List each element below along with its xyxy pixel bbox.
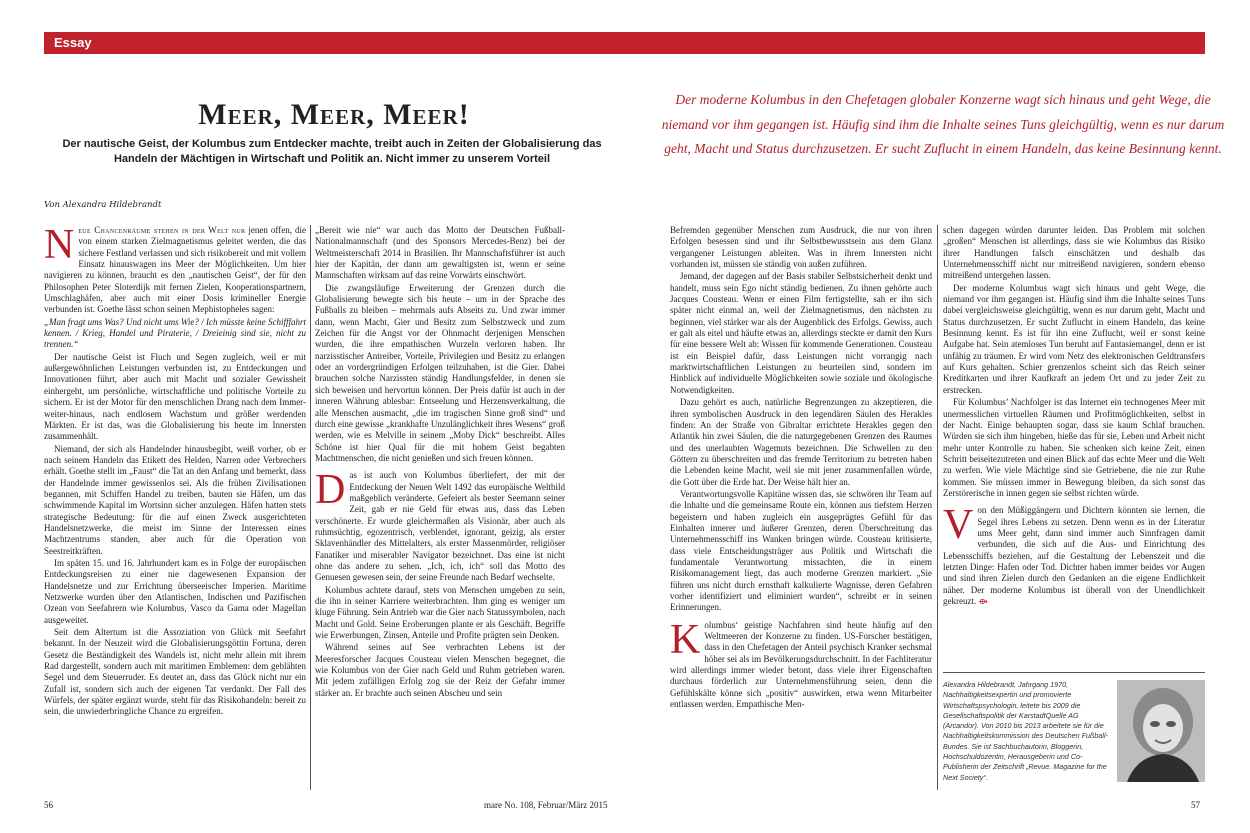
section-band — [44, 32, 1205, 54]
section-paragraph — [670, 616, 932, 711]
paragraph: „Bereit wie nie“ war auch das Motto der Deutschen Fußball-Nationalmannschaft (und des Sponsors Mercedes-Benz) bei der Weltmeisterschaft 2014 in Brasilien. Ihr Mannschaftsführer ist auch hier der Kapitän, der dann am gewaltigsten ist, wenn er seine Mannschaften wirksam auf das reine Vorwärts einschwört. — [315, 225, 565, 281]
goethe-quote: „Man fragt ums Was? Und nicht ums Wie? / Ich müsste keine Schifffahrt kennen. / Krieg, Handel und Piraterie, / Dreieinig sind sie, nicht zu trennen.“ — [44, 316, 306, 350]
lead-text: jenen offen, die von einem starken Zielmagnetismus geleitet werden, die das sichere Festland verlassen und sich risikobereit und mit vollem Einsatz hinauswagen ins Meer der Möglichkeiten. Um hier navigieren zu können, braucht es den „nautischen Geist“, der für den Philosophen Peter Sloterdijk mit fernen Zielen, Kooperationspartnern, Umschlaghäfen, aber auch mit einer Dosis krimineller Energie verbunden ist. Goethe lässt schon seinen Mephistopheles sagen: — [44, 225, 306, 315]
bio-rule — [943, 672, 1205, 673]
paragraph: Seit dem Altertum ist die Assoziation von Glück mit Seefahrt bekannt. In der Neuzeit wird die Globalisierungsgöttin Fortuna, deren Gesetz die Beständigkeit des Wandels ist, nicht mehr allein mit ihrem Rad dargestellt, sondern auch mit maritimen Emblemen: dem geblähten Segel und dem Steuerruder. Es deutet an, dass das Glück nicht nur ein Zufall ist, sondern sich auch der eigenen Tat verdankt. Der Fall des Würfels, der später ergänzt wurde, steht für das Risikohandeln: bereit zu sein, die unwiederbringliche Chance zu ergreifen. — [44, 627, 306, 717]
paragraph: schen dagegen würden darunter leiden. Das Problem mit solchen „großen“ Menschen ist allerdings, dass sie wie Kolumbus das Risiko ihrer Handlungen falsch einschätzen und deshalb das Unternehmensschiff nicht nur mitreißend navigieren, sondern ebenso mitreißend untergehen lassen. — [943, 225, 1205, 281]
column-4 — [943, 225, 1205, 669]
column-rule — [937, 225, 938, 790]
drop-cap: D — [315, 467, 346, 514]
column-rule — [310, 225, 311, 790]
paragraph: Jemand, der dagegen auf der Basis stabiler Selbstsicherheit denkt und handelt, muss sein Ego nicht ständig bedienen. Zu ihnen gehörte auch Jacques Cousteau. Wenn er einen Film fertigstellte, sah er ihn sich später nicht einmal an, weil der Zielmagnetismus, den nächsten zu beginnen, viel stärker war als der Augenblick des Erfolgs. Gewiss, auch er galt als eitel und häufte etwas an, allerdings steckte er damit den Kurs für eine bessere Welt ab: Wissen für kommende Generationen. Cousteau ist ein Beispiel dafür, dass Leistungen nicht vorrangig nach marktwirtschaftlichen Leistungen zu beurteilen sind, sondern im Hinblick auf individuelle Möglichkeiten sowie soziale und ökologische Notwendigkeiten. — [670, 271, 932, 395]
paragraph: Im späten 15. und 16. Jahrhundert kam es in Folge der europäischen Entdeckungsreisen zu einer nie dagewesenen Expansion der Handelsnetze und zur Errichtung überseeischer Imperien. Maritime Netzwerke wurden über den Atlantischen, Indischen und Pazifischen Ozean von Seefahrern wie Kolumbus, Vasco da Gama oder Magellan ausgeweitet. — [44, 557, 306, 625]
section-paragraph — [943, 502, 1205, 607]
paragraph: Für Kolumbus’ Nachfolger ist das Internet ein technogenes Meer mit unermesslichen virtuellen Räumen und Profitmöglichkeiten, selbst in der Nacht. Einige behaupten sogar, dass sie kaum Schlaf brauchen. Würden sie sich ihm hingeben, hieße das für sie, Leben und Arbeit nicht mehr unter Kontrolle zu haben. Sie schenken sich keine Zeit, einen Schritt beiseitezutreten und einen Blick auf das echte Meer und die Welt zu werfen. Wie viele Mächtige sind sie Getriebene, die nie zur Ruhe kommen. Sie müssen immer in Bewegung bleiben, da sich sonst das Zerstörerische in innen gegen sie selbst richten würde. — [943, 397, 1205, 498]
section-paragraph — [315, 467, 565, 583]
author-photo — [1117, 680, 1205, 782]
section-text: as ist auch von Kolumbus überliefert, der mit der Entdeckung der Neuen Welt 1492 das europäische Weltbild maßgeblich veränderte. Gefeiert als bester Seemann seiner Zeit, gab er nie Geld für etwas aus, dass das Leben verschönerte. Er wurde gleichermaßen als Visionär, aber auch als ruhmsüchtig, egozentrisch, verblendet, ignorant, geizig, als erster Sklavenhändler des Mittelalters, als erster Massenmörder, religiöser Fanatiker und miserabler Navigator bezeichnet. Das eine ist nicht ohne das andere zu sehen. „Ich, ich, ich“ soll das Motto des Genuesen gewesen sein, der seine Freunde nach Bedarf wechselte. — [315, 470, 565, 583]
byline: Von Alexandra Hildebrandt — [44, 200, 162, 210]
paragraph: Dazu gehört es auch, natürliche Begrenzungen zu akzeptieren, die ihren symbolischen Ausdruck in den legendären Säulen des Herakles finden: An der Straße von Gibraltar errichtete Herakles gegen den Atlantik hin zwei Säulen, die die naturgegebenen Grenzen des Raumes und des unerlaubten Wagemuts bezeichnen. Die Schwellen zu den Göttern zu überschreiten und das fremde Territorium zu betreten haben die Lebenden keine Macht, weil sie mit jener zusammenfallen würde, die Gott über die Erde hat. Der Weise hält hier an. — [670, 397, 932, 487]
section-text: on den Müßiggängern und Dichtern könnten sie lernen, die Segel ihres Lebens zu setzen. Denn wenn es in der Literatur ums Meer geht, dann sind immer auch Sinnfragen damit verbunden, die sich auf die Aus- und Einrichtung des Lebensschiffs beziehen, auf die Gestaltung der Lebenszeit und die letzten Dinge: Hafen oder Tod. Dichter haben immer beides vor Augen und sind ihren Zielen durch den Gedanken an die eigene Endlichkeit näher. Der moderne Kolumbus ist überall von der Unendlichkeit gekreuzt. — [943, 505, 1205, 606]
publication-footer: mare No. 108, Februar/März 2015 — [484, 800, 608, 810]
lead-paragraph — [44, 225, 306, 316]
paragraph: Die zwangsläufige Erweiterung der Grenzen durch die Globalisierung bewegte sich bis heute – um in der Sprache des Fußballs zu bleiben – mehrmals aufs Abseits zu. Und zwar immer dann, wenn Macht, Gier und Besitz zum Selbstzweck und zum Zeichen für die Angst vor der Ohnmacht derjenigen Menschen wurden, die ihre empathischen Wurzeln verloren haben. Ihr narzisstischer Antreiber, Vorteile, Privilegien und Besitz zu erlangen oder an vordergründigen Erfolgen teilzuhaben, ist die Gier. Dabei brauchen solche Narzissten ständig Handlungsfelder, in denen sie sich beweisen und hervortun können. Der Preis dafür ist auch in der inneren Währung ablesbar: Entseelung und Herzensverkaltung, die alle Menschen ausmacht, „die im tragischen Sinne groß sind“ und durch eine gewisse „krankhafte Unzulänglichkeit ihres Wesens“ groß werden, wie es Melville in seinem „Moby Dick“ beschreibt. Alles Schöne ist hier Qual für die mit hohem Geist begabten Machtmenschen, die nicht genießen und sich freuen können. — [315, 282, 565, 463]
paragraph: Der nautische Geist ist Fluch und Segen zugleich, weil er mit außergewöhnlichen Leistungen verbunden ist, zu Entdeckungen und Innovationen führt, aber auch mit Macht und sozialer Gewissheit einhergeht, um persönliche, wirtschaftliche und politische Vorteile zu sichern. Er ist der Motor für den menschlichen Drang nach dem Immer-weiter-hinaus, nach endlosem Wachstum und größer werdenden Märkten. Er ist das, was die Globalisierung bis heute im Innersten zusammenhält. — [44, 351, 306, 442]
drop-cap: N — [44, 225, 75, 268]
paragraph: Während seines auf See verbrachten Lebens ist der Meeresforscher Jacques Cousteau vielen Menschen begegnet, die wie Kolumbus von der Gier nach Geld und Ruhm getrieben waren. Mit jedem zufälligen Erfolg zog sie der Reiz der Gefahr immer stärker an. Er brachte auch seinen Abscheu und sein — [315, 642, 565, 698]
pull-quote: Der moderne Kolumbus in den Chefetagen globaler Konzerne wagt sich hinaus und geht Wege, die niemand vor ihm gegangen ist. Häufig sind ihm die Inhalte seines Tuns gleichgültig, wenn es nur darum geht, Macht und Status durchzusetzen. Er sucht Zuflucht in einem Handeln, das keine Besinnung kennt. — [661, 92, 1225, 156]
column-3 — [670, 225, 932, 790]
section-text: olumbus‘ geistige Nachfahren sind heute häufig auf den Weltmeeren der Konzerne zu finden. US-Forscher bestätigen, dass in den Chefetagen der Anteil psychisch Kranker sechsmal höher sei als im Bevölkerungsdurchschnitt. In der Fachliteratur wird allerdings immer wieder betont, dass viele ihrer Eigenschaften durchaus förderlich zur Unternehmensführung seien, denn die Gefühlskälte könne sich „positiv“ auswirken, etwa wenn Mitarbeiter entlassen werden. Empathische Men- — [670, 619, 932, 710]
author-portrait-icon — [1117, 680, 1205, 782]
paragraph: Niemand, der sich als Handelnder hinausbegibt, weiß vorher, ob er nach seinem Handeln das Etikett des Helden, Narren oder Verbrechers erhält. Goethe stellt im „Faust“ die Tat an den Anfang und bemerkt, dass der Handelnde immer gewissenlos sei. Als die frühen Zivilisationen begannen, mit Schiffen Handel zu treiben, bauten sie Häfen, um das schwimmende Kapital im Wortsinn sicher anzulegen. Häfen hatten stets strategische Bedeutung: für die auf einen Zweck ausgerichteten Handelsnetzwerke, die meist im Sinne der Interessen eines Machtzentrums standen, aber auch für die Operation von Seestreitkräften. — [44, 443, 306, 556]
article-title: Meer, Meer, Meer! — [198, 98, 470, 131]
paragraph: Befremden gegenüber Menschen zum Ausdruck, die nur von ihren Erfolgen besessen sind und ihr Selbstbewusstsein aus dem Glanz vergangener Leistungen ableiten. Was in ihrem Innersten nicht vorhanden ist, müssen sie ständig von außen zuführen. — [670, 225, 932, 270]
end-mark-icon: ⟴ — [978, 597, 988, 606]
drop-cap: K — [670, 616, 701, 663]
section-label: Essay — [54, 35, 92, 50]
lead-caps: eue Chancenräume stehen in der Welt nur — [78, 225, 246, 235]
paragraph: Der moderne Kolumbus wagt sich hinaus und geht Wege, die niemand vor ihm gegangen ist. Häufig sind ihm die Inhalte seines Tuns dabei vergleichsweise gleichgültig, wenn es nur darum geht, Macht und Status durchzusetzen. Er sucht Zuflucht in einem Handeln, das keine Besinnung kennt. Es ist für ihn eine Zuflucht, weil er sonst keine Aufgabe hat. Sein atemloses Tun beruht auf Fantasiemangel, denn er ist unfähig zu träumen. Er wird vom Netz des elektronischen Geldtransfers auf Kurs gehalten. Schier grenzenlos scheint sich das Reich seiner Kreditkarten und ihrer Kaufkraft an jedem Ort und zu jeder Zeit zu erstrecken. — [943, 282, 1205, 395]
page-number-left: 56 — [44, 800, 53, 810]
article-deck: Der nautische Geist, der Kolumbus zum Entdecker machte, treibt auch in Zeiten der Globalisierung das Handeln der Mächtigen in Wirtschaft und Politik an. Nicht immer zu unserem Vorteil — [62, 138, 602, 165]
paragraph: Verantwortungsvolle Kapitäne wissen das, sie schwören ihr Team auf die Inhalte und die gemeinsame Route ein, können aus tiefstem Herzen begeistern und haben zugleich ein ausgeprägtes Gefühl für das Einhalten innerer und äußerer Grenzen, deren Überschreitung das Unternehmensschiff ins Wanken bringen würde. Cousteau kritisierte, dass viele Entscheidungsträger aus Politik und Wirtschaft die fundamentale Verantwortung missachten, die in einem Risikomanagement liegt, das auch moderne Grenzen markiert. „Sie führen uns nicht durch ernsthaft kalkulierte Wagnisse, deren Gefahren vorher identifiziert und eliminiert wurden“, schreibt er in seinen Erinnerungen. — [670, 488, 932, 613]
page-number-right: 57 — [1191, 800, 1200, 810]
drop-cap: V — [943, 502, 974, 549]
author-bio: Alexandra Hildebrandt, Jahrgang 1970, Nachhaltigkeitsexpertin und promovierte Wirtschaftspsychologin, leitete bis 2009 die Gesellschaftspolitik der KarstadtQuelle AG (Arcandor). Von 2010 bis 2013 arbeitete sie für die Nachhaltigkeitskommission des Deutschen Fußball-Bundes. Sie ist Sachbuchautorin, Bloggerin, Hochschuldozentin, Herausgeberin und Co-Publisherin der Zeitschrift „Revue. Magazine for the Next Society“. — [943, 680, 1108, 782]
paragraph: Kolumbus achtete darauf, stets von Menschen umgeben zu sein, die ihn in seiner Karriere weiterbrachten. Ihm ging es weniger um kluge Führung. Sein Antrieb war die Gier nach Statussymbolen, nach Macht und Gold. Seine Eroberungen plante er als Geschäft. Begriffe wie Erwerbungen, Zinsen, Anteile und Profite prägten sein Denken. — [315, 584, 565, 641]
column-1 — [44, 225, 306, 790]
column-2 — [315, 225, 565, 790]
